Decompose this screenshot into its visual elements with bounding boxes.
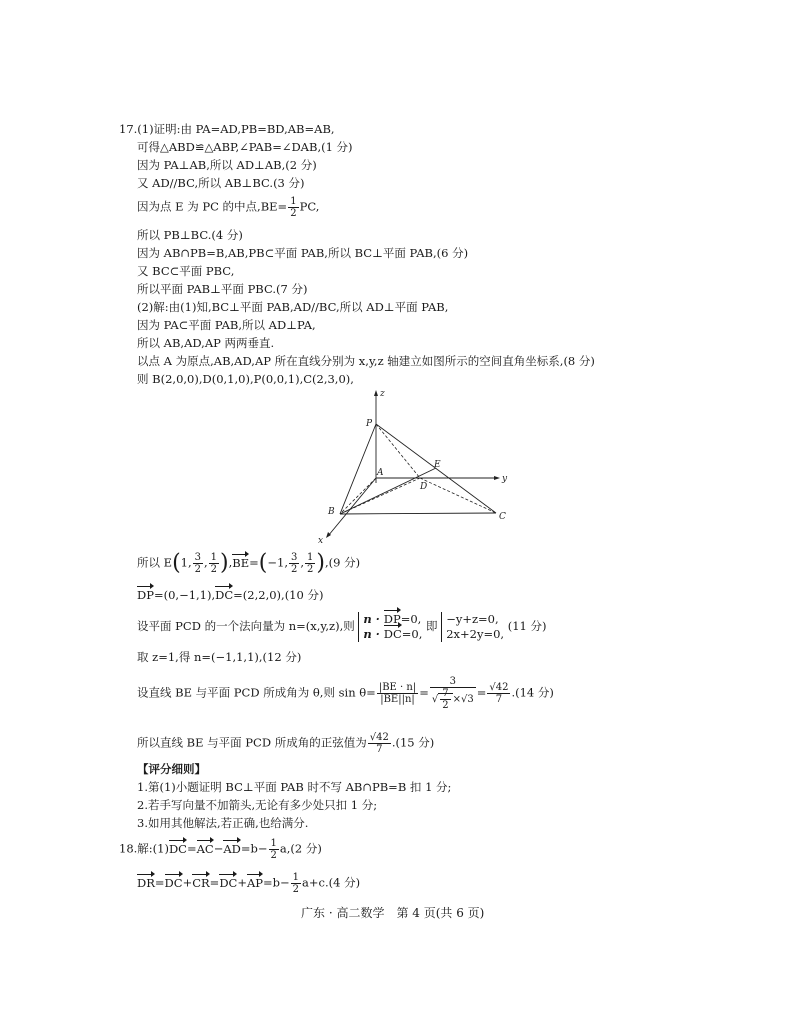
label-y: y: [502, 474, 508, 484]
rubric-item-3: 3.如用其他解法,若正确,也给满分.: [137, 816, 309, 830]
q17-plane-line: 设平面 PCD 的一个法向量为 n=(x,y,z),则 n · DP=0, n · DC=0, 即 −y+z=0, 2x+2y=0, (11 分): [137, 612, 547, 641]
label-E: E: [434, 460, 441, 470]
q17-z-line: 取 z=1,得 n=(−1,1,1),(12 分): [137, 650, 302, 664]
q18-line-1: 18.解:(1)DC=AC−AD=b− $\frac{1}{2}$ a,(2 分): [119, 838, 322, 861]
rubric-title: 【评分细则】: [137, 762, 206, 776]
label-A: A: [377, 468, 384, 478]
q17-line-1: 17.(1)证明:由 PA=AD,PB=BD,AB=AB,: [119, 122, 335, 136]
label-x: x: [318, 536, 324, 546]
q17-line-5: 因为点 E 为 PC 的中点,BE= $\frac{1}{2}$ PC,: [137, 196, 320, 219]
q17-line-2: 可得△ABD≌△ABP,∠PAB=∠DAB,(1 分): [137, 140, 353, 154]
label-D: D: [420, 482, 428, 492]
q17-line-7: 因为 AB∩PB=B,AB,PB⊂平面 PAB,所以 BC⊥平面 PAB,(6 分): [137, 246, 469, 260]
q17-line-14: 则 B(2,0,0),D(0,1,0),P(0,0,1),C(2,3,0),: [137, 372, 354, 386]
q17-line-13: 以点 A 为原点,AB,AD,AP 所在直线分别为 x,y,z 轴建立如图所示的空间直角坐标系,(8 分): [137, 354, 595, 368]
q17-e-line: 所以 E(1, $\frac{3}{2}$ , $\frac{1}{2}$ ),BE=(−1, $\frac{3}{2}$ , $\frac{1}{2}$ ),(9 分): [137, 550, 361, 576]
q17-line-10: (2)解:由(1)知,BC⊥平面 PAB,AD//BC,所以 AD⊥平面 PAB,: [137, 300, 449, 314]
q17-line-11: 因为 PA⊂平面 PAB,所以 AD⊥PA,: [137, 318, 316, 332]
q17-line-4: 又 AD//BC,所以 AB⊥BC.(3 分): [137, 176, 305, 190]
label-z: z: [380, 389, 385, 399]
rubric-item-1: 1.第(1)小题证明 BC⊥平面 PAB 时不写 AB∩PB=B 扣 1 分;: [137, 780, 452, 794]
label-C: C: [499, 512, 506, 522]
q17-line-8: 又 BC⊂平面 PBC,: [137, 264, 235, 278]
page-footer: 广东 · 高二数学 第 4 页(共 6 页): [301, 906, 485, 920]
q17-line-3: 因为 PA⊥AB,所以 AD⊥AB,(2 分): [137, 158, 317, 172]
q17-line-12: 所以 AB,AD,AP 两两垂直.: [137, 336, 275, 350]
q17-sin-line: 设直线 BE 与平面 PCD 所成角为 θ,则 sin θ= $\frac{|BE \cdot n|}{|BE||n|}$ = 3 √ $\frac{7}{2}$ ×√3 = $\frac{√42}{7}$ .(14 分): [137, 676, 554, 711]
coordinate-figure: [310, 388, 520, 546]
rubric-item-2: 2.若手写向量不加箭头,无论有多少处只扣 1 分;: [137, 798, 378, 812]
label-B: B: [328, 507, 335, 517]
q17-dp-line: DP=(0,−1,1),DC=(2,2,0),(10 分): [137, 588, 324, 602]
q18-line-2: DR=DC+CR=DC+AP=b− $\frac{1}{2}$ a+c.(4 分): [137, 872, 361, 895]
label-P: P: [366, 419, 373, 429]
q17-line-6: 所以 PB⊥BC.(4 分): [137, 228, 243, 242]
q17-line-9: 所以平面 PAB⊥平面 PBC.(7 分): [137, 282, 308, 296]
q17-final-line: 所以直线 BE 与平面 PCD 所成角的正弦值为 $\frac{√42}{7}$ .(15 分): [137, 732, 435, 755]
